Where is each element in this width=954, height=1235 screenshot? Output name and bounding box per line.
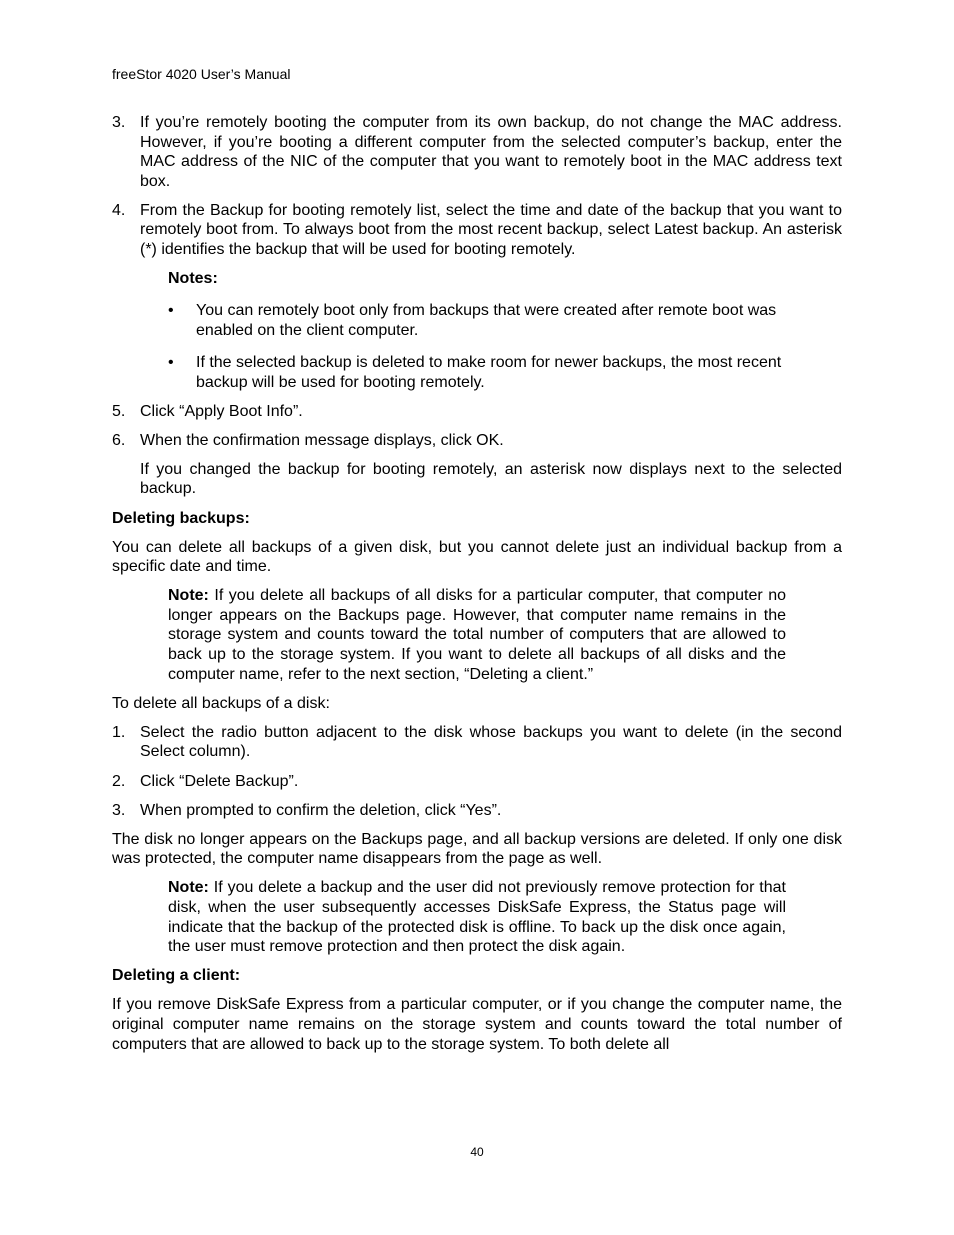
- page-body: [112, 113, 842, 1064]
- step-number: 2.: [112, 772, 126, 790]
- step-text: Click “Apply Boot Info”.: [140, 402, 303, 420]
- step-text: When prompted to confirm the deletion, click “Yes”.: [140, 801, 502, 819]
- step-text: From the Backup for booting remotely list, select the time and date of the backup that you want to remotely boot from. To always boot from the most recent backup, select Latest backup. An asterisk (*) identifies the backup that will be used for booting remotely.: [140, 201, 842, 259]
- note-bullet-item: [168, 353, 786, 392]
- page-number: 40: [470, 1145, 484, 1159]
- notes-heading: Notes:: [168, 270, 218, 288]
- step-item: [112, 801, 842, 821]
- step-item: [112, 772, 842, 792]
- step-continuation: If you changed the backup for booting remotely, an asterisk now displays next to the selected backup.: [140, 460, 842, 498]
- step-text: Select the radio button adjacent to the disk whose backups you want to delete (in the second Select column).: [140, 723, 842, 761]
- step-item: [112, 431, 842, 451]
- step-item: [112, 723, 842, 762]
- step-item: [112, 402, 842, 422]
- note-block: [168, 586, 786, 684]
- step-number: 3.: [112, 801, 126, 819]
- note-block: [168, 878, 786, 956]
- paragraph: To delete all backups of a disk:: [112, 694, 330, 712]
- step-text: Click “Delete Backup”.: [140, 772, 299, 790]
- bullet-icon: •: [168, 353, 174, 371]
- note-bullet-item: [168, 301, 786, 340]
- bullet-text: You can remotely boot only from backups that were created after remote boot was enabled on the client computer.: [196, 302, 777, 339]
- section-heading-deleting-client: Deleting a client:: [112, 967, 241, 985]
- section-heading-deleting-backups: Deleting backups:: [112, 509, 250, 527]
- step-number: 5.: [112, 402, 126, 420]
- step-number: 3.: [112, 114, 126, 131]
- step-text: When the confirmation message displays, click OK.: [140, 431, 504, 449]
- step-number: 6.: [112, 431, 126, 449]
- note-label: Note:: [168, 879, 209, 897]
- step-number: 1.: [112, 723, 126, 741]
- bullet-icon: •: [168, 302, 174, 320]
- paragraph: If you remove DiskSafe Express from a particular computer, or if you change the computer name, the original computer name remains on the storage system and counts toward the total number of computers that are allowed to back up to the storage system. To both delete all: [112, 996, 842, 1053]
- running-header: freeStor 4020 User’s Manual: [112, 66, 291, 82]
- bullet-text: If the selected backup is deleted to make room for newer backups, the most recent backup will be used for booting remotely.: [196, 353, 782, 391]
- paragraph: You can delete all backups of a given disk, but you cannot delete just an individual backup from a specific date and time.: [112, 538, 842, 576]
- note-label: Note:: [168, 587, 209, 605]
- step-item: [112, 113, 842, 191]
- step-text: If you’re remotely booting the computer from its own backup, do not change the MAC address. However, if you’re booting a different computer from the selected computer’s backup, enter the MAC address of the NIC of the computer that you want to remotely boot in the MAC address text box.: [140, 114, 842, 190]
- step-item: [112, 201, 842, 260]
- note-text: If you delete a backup and the user did not previously remove protection for that disk, when the user subsequently accesses DiskSafe Express, the Status page will indicate that the backup of the protected disk is offline. To back up the disk once again, the user must remove protection and then protect the disk again.: [168, 879, 786, 956]
- note-text: If you delete all backups of all disks for a particular computer, that computer no longer appears on the Backups page. However, that computer name remains in the storage system and counts toward the total number of computers that are allowed to back up to the storage system. If you want to delete all backups of all disks and the computer name, refer to the next section, “Deleting a client.”: [168, 587, 786, 683]
- step-number: 4.: [112, 201, 126, 219]
- paragraph: The disk no longer appears on the Backups page, and all backup versions are deleted. If only one disk was protected, the computer name disappears from the page as well.: [112, 830, 842, 868]
